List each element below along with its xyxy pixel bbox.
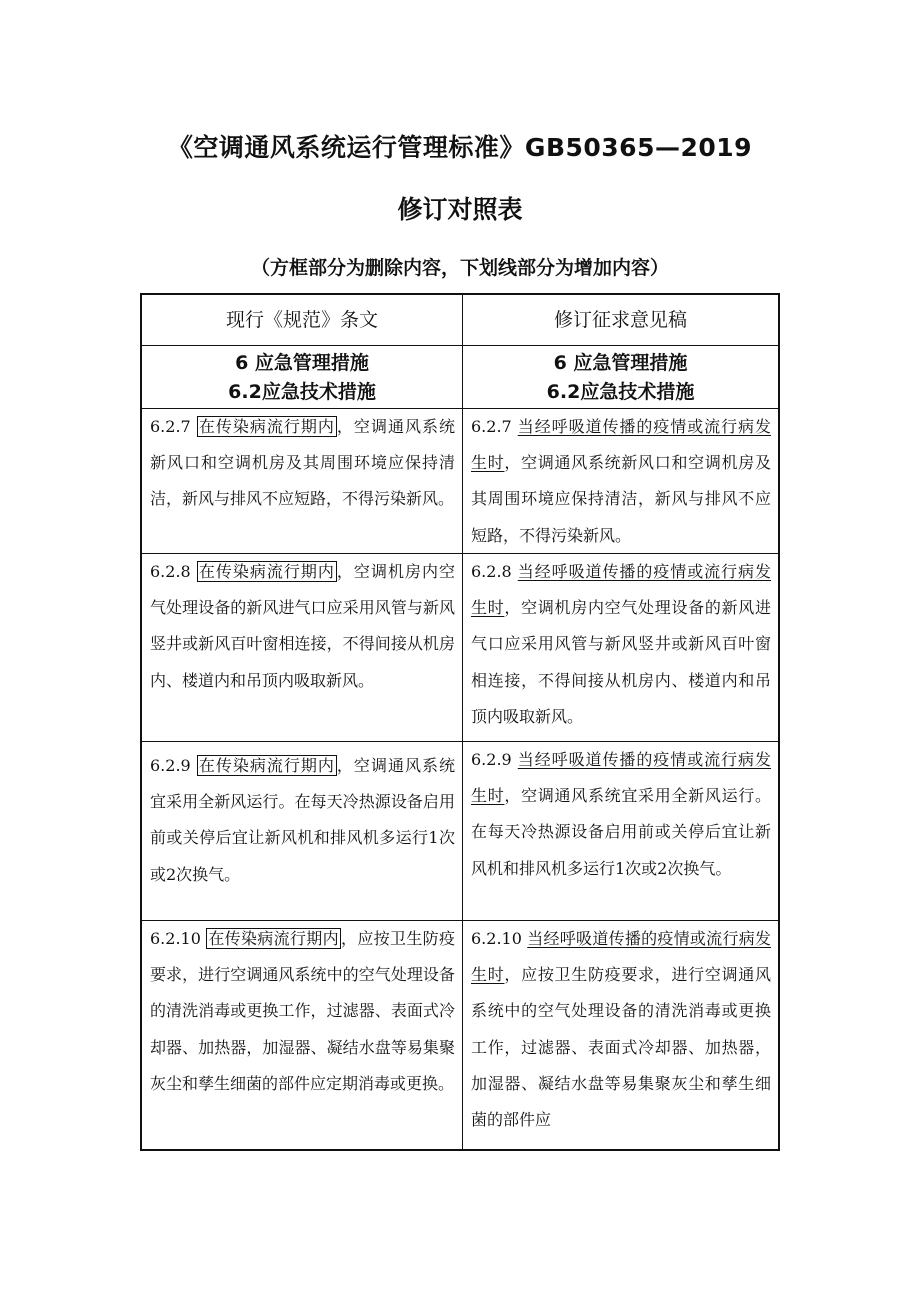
section-revised-cell <box>463 346 780 409</box>
deleted-text-box: 在传染病流行期内 <box>198 562 335 581</box>
header-current-cell <box>141 294 463 346</box>
clause-body: ，空调通风系统新风口和空调机房及其周围环境应保持清洁，新风与排风不应短路，不得污染新风。 <box>471 453 771 545</box>
section-subsection-revised: 6.2应急技术措施 <box>546 381 695 403</box>
document-title: 《空调通风系统运行管理标准》GB50365—2019 <box>167 133 753 162</box>
clause-number: 6.2.9 <box>471 750 512 769</box>
table-row <box>141 554 779 742</box>
table-row <box>141 409 779 554</box>
header-revised: 修订征求意见稿 <box>553 309 687 331</box>
header-current: 现行《规范》条文 <box>225 309 378 331</box>
clause-body: ，空调机房内空气处理设备的新风进气口应采用风管与新风竖井或新风百叶窗相连接，不得间接从机房内、楼道内和吊顶内吸取新风。 <box>471 598 771 726</box>
deleted-text-box: 在传染病流行期内 <box>198 417 335 436</box>
deleted-text-box: 在传染病流行期内 <box>208 929 339 948</box>
clause-number: 6.2.10 <box>150 929 201 948</box>
clause-number: 6.2.8 <box>471 562 512 581</box>
clause-current-cell <box>141 554 463 742</box>
clause-number: 6.2.9 <box>150 756 191 775</box>
clause-number: 6.2.7 <box>150 417 191 436</box>
clause-revised-text <box>463 554 778 741</box>
section-chapter-current: 6 应急管理措施 <box>235 352 369 374</box>
legend-note: （方框部分为删除内容，下划线部分为增加内容） <box>250 257 669 279</box>
clause-revised-text <box>463 742 778 920</box>
clause-body: ，应按卫生防疫要求，进行空调通风系统中的空气处理设备的清洗消毒或更换工作，过滤器、表面式冷却器、加热器，加湿器、凝结水盘等易集聚灰尘和孳生细菌的部件应定期消毒或更换。 <box>150 929 455 1093</box>
deleted-text-box: 在传染病流行期内 <box>198 756 335 775</box>
clause-revised-text <box>463 921 778 1149</box>
header-row <box>141 294 779 346</box>
clause-number: 6.2.8 <box>150 562 191 581</box>
header-revised-cell <box>463 294 780 346</box>
section-current-cell <box>141 346 463 409</box>
clause-revised-text <box>463 409 778 553</box>
document-subtitle: 修订对照表 <box>397 195 523 224</box>
clause-current-text <box>142 554 462 741</box>
clause-body: ，应按卫生防疫要求，进行空调通风系统中的空气处理设备的清洗消毒或更换工作，过滤器、表面式冷却器、加热器，加湿器、凝结水盘等易集聚灰尘和孳生细菌的部件应 <box>471 965 771 1130</box>
added-text-underline: 当经呼吸道传播的疫情或流行病发生时 <box>471 562 771 618</box>
clause-number: 6.2.7 <box>471 417 512 436</box>
clause-number: 6.2.10 <box>471 929 522 948</box>
clause-current-text <box>142 921 462 1149</box>
clause-revised-cell <box>463 742 780 921</box>
clause-current-cell <box>141 409 463 554</box>
section-subsection-current: 6.2应急技术措施 <box>228 381 376 403</box>
comparison-table <box>140 293 780 1151</box>
clause-revised-cell <box>463 921 780 1151</box>
clause-body: ，空调通风系统宜采用全新风运行。在每天冷热源设备启用前或关停后宜让新风机和排风机多运行1次或2次换气。 <box>150 756 455 884</box>
clause-revised-cell <box>463 554 780 742</box>
clause-current-cell <box>141 921 463 1151</box>
section-row <box>141 346 779 409</box>
clause-current-text <box>142 409 462 553</box>
table-row <box>141 921 779 1151</box>
added-text-underline: 当经呼吸道传播的疫情或流行病发生时 <box>471 929 771 985</box>
clause-current-text <box>142 742 462 920</box>
clause-current-cell <box>141 742 463 921</box>
added-text-underline: 当经呼吸道传播的疫情或流行病发生时 <box>471 750 771 806</box>
clause-body: ，空调机房内空气处理设备的新风进气口应采用风管与新风竖井或新风百叶窗相连接，不得间接从机房内、楼道内和吊顶内吸取新风。 <box>150 562 455 690</box>
section-chapter-revised: 6 应急管理措施 <box>553 352 688 374</box>
clause-body: ，空调通风系统新风口和空调机房及其周围环境应保持清洁，新风与排风不应短路，不得污染新风。 <box>150 417 455 509</box>
added-text-underline: 当经呼吸道传播的疫情或流行病发生时 <box>471 417 771 473</box>
clause-revised-cell <box>463 409 780 554</box>
clause-body: ，空调通风系统宜采用全新风运行。在每天冷热源设备启用前或关停后宜让新风机和排风机多运行1次或2次换气。 <box>471 786 771 878</box>
table-row <box>141 742 779 921</box>
